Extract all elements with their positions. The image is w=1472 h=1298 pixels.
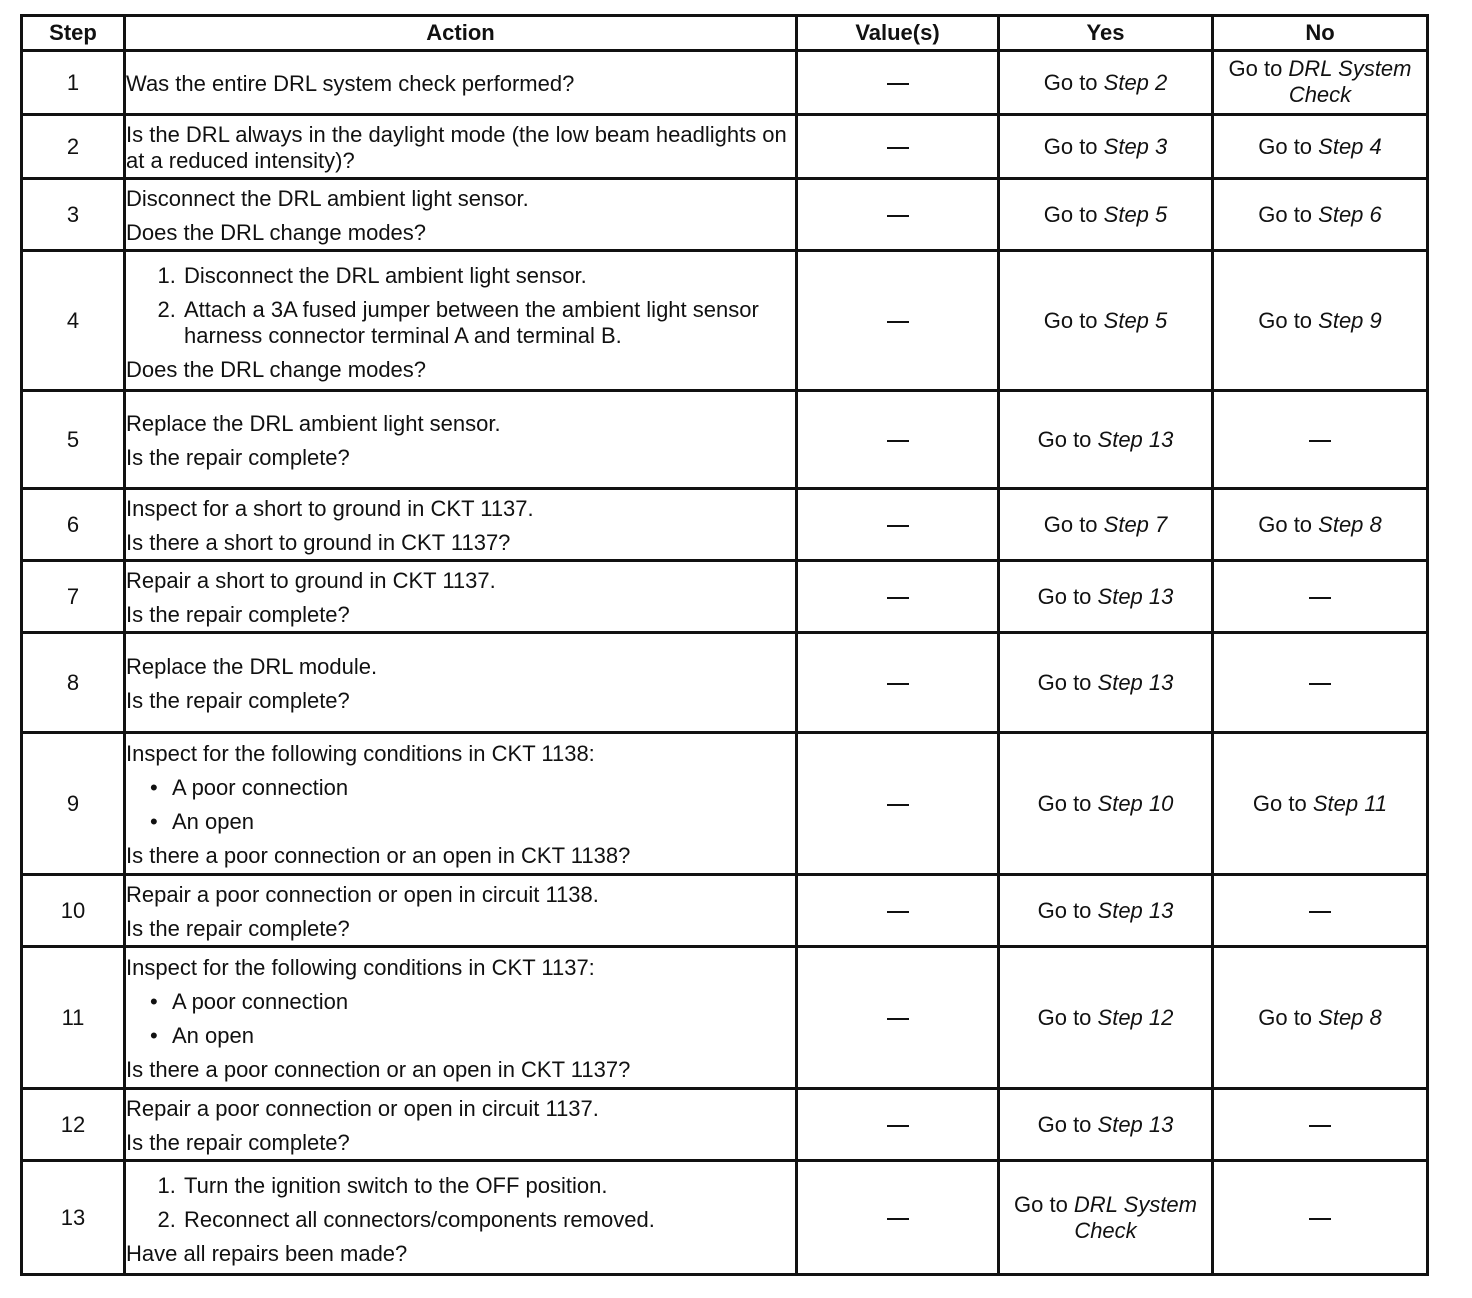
bullet-item: • An open: [172, 1023, 795, 1049]
value-cell: [797, 51, 999, 115]
diagnostic-table: [20, 14, 1429, 1276]
bullet-item: • An open: [172, 809, 795, 835]
table-row: [22, 561, 1428, 633]
dash-mark: [887, 215, 909, 217]
result-prefix: Go to: [1043, 307, 1104, 333]
yes-cell: [999, 633, 1213, 733]
dash-mark: [887, 597, 909, 599]
value-cell: [797, 733, 999, 875]
result-prefix: Go to: [1037, 1111, 1098, 1137]
bullet-list: [126, 989, 795, 1049]
dash-mark: [1309, 440, 1331, 442]
value-cell: [797, 1089, 999, 1161]
table-row: [22, 179, 1428, 251]
no-cell: [1213, 1089, 1428, 1161]
action-text: Is the repair complete?: [126, 915, 350, 941]
table-row: [22, 947, 1428, 1089]
action-cell: [125, 633, 797, 733]
step-number: 12: [22, 1089, 125, 1161]
step-reference: Step 12: [1097, 1004, 1174, 1030]
step-reference: Step 10: [1097, 790, 1174, 816]
step-number: 7: [22, 561, 125, 633]
result-prefix: Go to: [1043, 511, 1104, 537]
step-number: 11: [22, 947, 125, 1089]
yes-cell: [999, 1161, 1213, 1275]
result-prefix: Go to: [1014, 1191, 1074, 1217]
numbered-item: 1. Turn the ignition switch to the OFF position.: [182, 1173, 795, 1199]
step-reference: Step 13: [1097, 583, 1174, 609]
numbered-item: 2. Reconnect all connectors/components removed.: [182, 1207, 795, 1233]
no-cell: [1213, 179, 1428, 251]
step-reference: DRL System Check: [1288, 56, 1412, 107]
value-cell: [797, 391, 999, 489]
action-question: Is there a poor connection or an open in CKT 1138?: [126, 842, 631, 868]
action-cell: [125, 179, 797, 251]
step-reference: Step 4: [1318, 133, 1382, 159]
yes-cell: [999, 391, 1213, 489]
result-prefix: Go to: [1043, 69, 1104, 95]
action-text: Is there a short to ground in CKT 1137?: [126, 529, 511, 555]
result-prefix: Go to: [1037, 669, 1098, 695]
action-cell: [125, 947, 797, 1089]
value-cell: [797, 251, 999, 391]
action-cell: [125, 251, 797, 391]
step-number: 8: [22, 633, 125, 733]
no-cell: [1213, 489, 1428, 561]
dash-mark: [1309, 683, 1331, 685]
no-cell: [1213, 561, 1428, 633]
dash-mark: [887, 1125, 909, 1127]
action-text: Inspect for the following conditions in CKT 1138:: [126, 740, 595, 766]
result-prefix: Go to: [1037, 1004, 1098, 1030]
step-number: 4: [22, 251, 125, 391]
action-cell: [125, 1161, 797, 1275]
action-text: Repair a poor connection or open in circuit 1138.: [126, 881, 599, 907]
action-text: Is the repair complete?: [126, 601, 350, 627]
result-prefix: Go to: [1037, 583, 1098, 609]
value-cell: [797, 633, 999, 733]
action-text: Repair a short to ground in CKT 1137.: [126, 567, 496, 593]
dash-mark: [887, 1218, 909, 1220]
header-action: Action: [125, 16, 797, 51]
table-row: [22, 489, 1428, 561]
action-cell: [125, 733, 797, 875]
step-number: 6: [22, 489, 125, 561]
step-number: 1: [22, 51, 125, 115]
no-cell: [1213, 875, 1428, 947]
table-row: [22, 633, 1428, 733]
step-reference: Step 7: [1103, 511, 1168, 537]
no-cell: [1213, 947, 1428, 1089]
action-question: Is there a poor connection or an open in CKT 1137?: [126, 1056, 631, 1082]
dash-mark: [1309, 911, 1331, 913]
action-text: Inspect for a short to ground in CKT 1137.: [126, 495, 534, 521]
action-cell: [125, 489, 797, 561]
step-reference: DRL System Check: [1073, 1191, 1197, 1243]
action-text: Replace the DRL module.: [126, 653, 378, 679]
no-cell: [1213, 633, 1428, 733]
action-text: Was the entire DRL system check performed?: [126, 70, 575, 96]
step-reference: Step 5: [1103, 201, 1168, 227]
header-values: Value(s): [797, 16, 999, 51]
action-text: Does the DRL change modes?: [126, 219, 427, 245]
dash-mark: [887, 1018, 909, 1020]
table-row: [22, 51, 1428, 115]
action-text: Repair a poor connection or open in circuit 1137.: [126, 1095, 599, 1121]
result-prefix: Go to: [1037, 426, 1098, 452]
numbered-list: [126, 263, 795, 349]
header-no: No: [1213, 16, 1428, 51]
step-reference: Step 8: [1318, 511, 1382, 537]
step-number: 2: [22, 115, 125, 179]
header-step: Step: [22, 16, 125, 51]
dash-mark: [1309, 1125, 1331, 1127]
no-cell: [1213, 115, 1428, 179]
action-cell: [125, 561, 797, 633]
action-cell: [125, 391, 797, 489]
header-yes: Yes: [999, 16, 1213, 51]
action-text: Is the repair complete?: [126, 687, 350, 713]
result-prefix: Go to: [1258, 201, 1319, 227]
table-row: [22, 733, 1428, 875]
result-prefix: Go to: [1037, 897, 1098, 923]
dash-mark: [887, 440, 909, 442]
bullet-item: • A poor connection: [172, 775, 795, 801]
result-prefix: Go to: [1258, 133, 1319, 159]
action-cell: [125, 115, 797, 179]
step-reference: Step 11: [1312, 790, 1388, 816]
yes-cell: [999, 251, 1213, 391]
numbered-list: [126, 1173, 795, 1233]
value-cell: [797, 1161, 999, 1275]
yes-cell: [999, 561, 1213, 633]
result-prefix: Go to: [1037, 790, 1098, 816]
numbered-item: 2. Attach a 3A fused jumper between the ambient light sensor harness connector terminal A and terminal B.: [182, 297, 795, 349]
no-cell: [1213, 251, 1428, 391]
step-reference: Step 13: [1097, 1111, 1174, 1137]
action-question: Does the DRL change modes?: [126, 356, 427, 382]
result-prefix: Go to: [1258, 307, 1319, 333]
step-number: 5: [22, 391, 125, 489]
step-reference: Step 13: [1097, 897, 1174, 923]
value-cell: [797, 561, 999, 633]
bullet-list: [126, 775, 795, 835]
value-cell: [797, 489, 999, 561]
table-row: [22, 251, 1428, 391]
yes-cell: [999, 1089, 1213, 1161]
action-text: Disconnect the DRL ambient light sensor.: [126, 185, 529, 211]
step-number: 10: [22, 875, 125, 947]
step-reference: Step 8: [1318, 1004, 1382, 1030]
result-prefix: Go to: [1228, 56, 1289, 81]
dash-mark: [1309, 597, 1331, 599]
no-cell: [1213, 733, 1428, 875]
step-reference: Step 13: [1097, 426, 1174, 452]
numbered-item: 1. Disconnect the DRL ambient light sensor.: [182, 263, 795, 289]
yes-cell: [999, 115, 1213, 179]
result-prefix: Go to: [1043, 133, 1104, 159]
action-text: Is the repair complete?: [126, 1129, 350, 1155]
table-body: [22, 51, 1428, 1275]
value-cell: [797, 875, 999, 947]
action-text: Replace the DRL ambient light sensor.: [126, 410, 501, 436]
yes-cell: [999, 947, 1213, 1089]
step-reference: Step 2: [1103, 69, 1168, 95]
value-cell: [797, 947, 999, 1089]
table-row: [22, 115, 1428, 179]
table-row: [22, 1161, 1428, 1275]
yes-cell: [999, 875, 1213, 947]
step-reference: Step 5: [1103, 307, 1168, 333]
action-text: Inspect for the following conditions in CKT 1137:: [126, 954, 595, 980]
dash-mark: [887, 147, 909, 149]
dash-mark: [887, 321, 909, 323]
value-cell: [797, 179, 999, 251]
action-cell: [125, 1089, 797, 1161]
yes-cell: [999, 733, 1213, 875]
result-prefix: Go to: [1252, 790, 1313, 816]
no-cell: [1213, 51, 1428, 115]
step-reference: Step 9: [1318, 307, 1382, 333]
result-prefix: Go to: [1258, 511, 1319, 537]
action-question: Have all repairs been made?: [126, 1240, 408, 1266]
dash-mark: [887, 683, 909, 685]
action-text: Is the DRL always in the daylight mode (the low beam headlights on at a reduced intensity)?: [126, 121, 787, 173]
step-reference: Step 3: [1103, 133, 1168, 159]
dash-mark: [887, 525, 909, 527]
dash-mark: [887, 804, 909, 806]
result-prefix: Go to: [1258, 1004, 1319, 1030]
action-cell: [125, 875, 797, 947]
table-row: [22, 391, 1428, 489]
no-cell: [1213, 1161, 1428, 1275]
table-row: [22, 1089, 1428, 1161]
action-cell: [125, 51, 797, 115]
step-number: 9: [22, 733, 125, 875]
bullet-item: • A poor connection: [172, 989, 795, 1015]
yes-cell: [999, 179, 1213, 251]
step-number: 3: [22, 179, 125, 251]
step-reference: Step 6: [1318, 201, 1382, 227]
value-cell: [797, 115, 999, 179]
step-number: 13: [22, 1161, 125, 1275]
yes-cell: [999, 51, 1213, 115]
table-row: [22, 875, 1428, 947]
no-cell: [1213, 391, 1428, 489]
header-row: [22, 16, 1428, 51]
action-text: Is the repair complete?: [126, 444, 350, 470]
dash-mark: [1309, 1218, 1331, 1220]
dash-mark: [887, 83, 909, 85]
dash-mark: [887, 911, 909, 913]
step-reference: Step 13: [1097, 669, 1174, 695]
yes-cell: [999, 489, 1213, 561]
result-prefix: Go to: [1043, 201, 1104, 227]
